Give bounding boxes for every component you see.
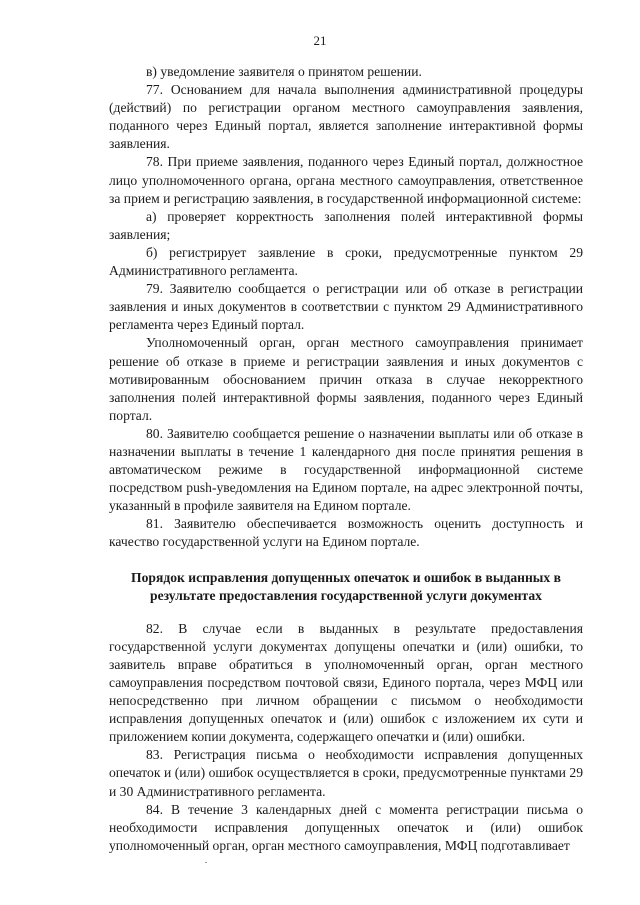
- paragraph-78: 78. При приеме заявления, поданного через Единый портал, должностное лицо уполномоченного органа, органа местного самоуправления, ответственное за прием и регистрацию заявления, в государственной информационной системе:: [109, 154, 583, 206]
- document-body: [109, 63, 583, 855]
- paragraph-78-a: а) проверяет корректность заполнения полей интерактивной формы заявления;: [109, 208, 583, 242]
- paragraph-79: 79. Заявителю сообщается о регистрации или об отказе в регистрации заявления и иных документов в соответствии с пунктом 29 Административного регламента через Единый портал.: [109, 281, 583, 333]
- page-number: 21: [313, 33, 327, 48]
- paragraph-84: 84. В течение 3 календарных дней с момента регистрации письма о необходимости исправления допущенных опечаток и (или) ошибок уполномоченный орган, орган местного самоуправления, МФЦ подготавливает: [109, 801, 583, 853]
- section-heading: Порядок исправления допущенных опечаток и ошибок в выданных в результате предоставления государственной услуги документах: [131, 569, 561, 603]
- scan-artifact-dot: [205, 862, 207, 863]
- paragraph-83: 83. Регистрация письма о необходимости исправления допущенных опечаток и (или) ошибок осуществляется в сроки, предусмотренные пунктами 29 и 30 Административного регламента.: [109, 747, 583, 799]
- paragraph-79-refusal: Уполномоченный орган, орган местного самоуправления принимает решение об отказе в приеме и регистрации заявления и иных документов с мотивированным обоснованием причин отказа в случае некорректного заполнения полей интерактивной формы заявления, поданного через Единый портал.: [109, 335, 583, 423]
- paragraph-80: 80. Заявителю сообщается решение о назначении выплаты или об отказе в назначении выплаты в течение 1 календарного дня после принятия решения в автоматическом режиме в государственной информационной системе посредством push-уведомления на Едином портале, на адрес электронной почты, указанный в профиле заявителя на Едином портале.: [109, 425, 583, 514]
- paragraph-78-b: б) регистрирует заявление в сроки, предусмотренные пунктом 29 Административного регламента.: [109, 244, 583, 279]
- paragraph-81: 81. Заявителю обеспечивается возможность оценить доступность и качество государственной услуги на Едином портале.: [109, 516, 583, 550]
- paragraph-77: 77. Основанием для начала выполнения административной процедуры (действий) по регистрации органом местного самоуправления заявления, поданного через Единый портал, является заполнение интерактивной формы заявления.: [109, 82, 583, 152]
- paragraph-82: 82. В случае если в выданных в результате предоставления государственной услуги документах допущены опечатки и (или) ошибки, то заявитель вправе обратиться в уполномоченный орган, орган местного самоуправления посредством почтовой связи, Единого портала, через МФЦ или непосредственно при личном обращении с письмом о необходимости исправления допущенных опечаток и (или) ошибок с изложением их сути и приложением копии документа, содержащего опечатки и (или) ошибки.: [109, 620, 583, 745]
- paragraph-item-v: в) уведомление заявителя о принятом решении.: [146, 64, 422, 79]
